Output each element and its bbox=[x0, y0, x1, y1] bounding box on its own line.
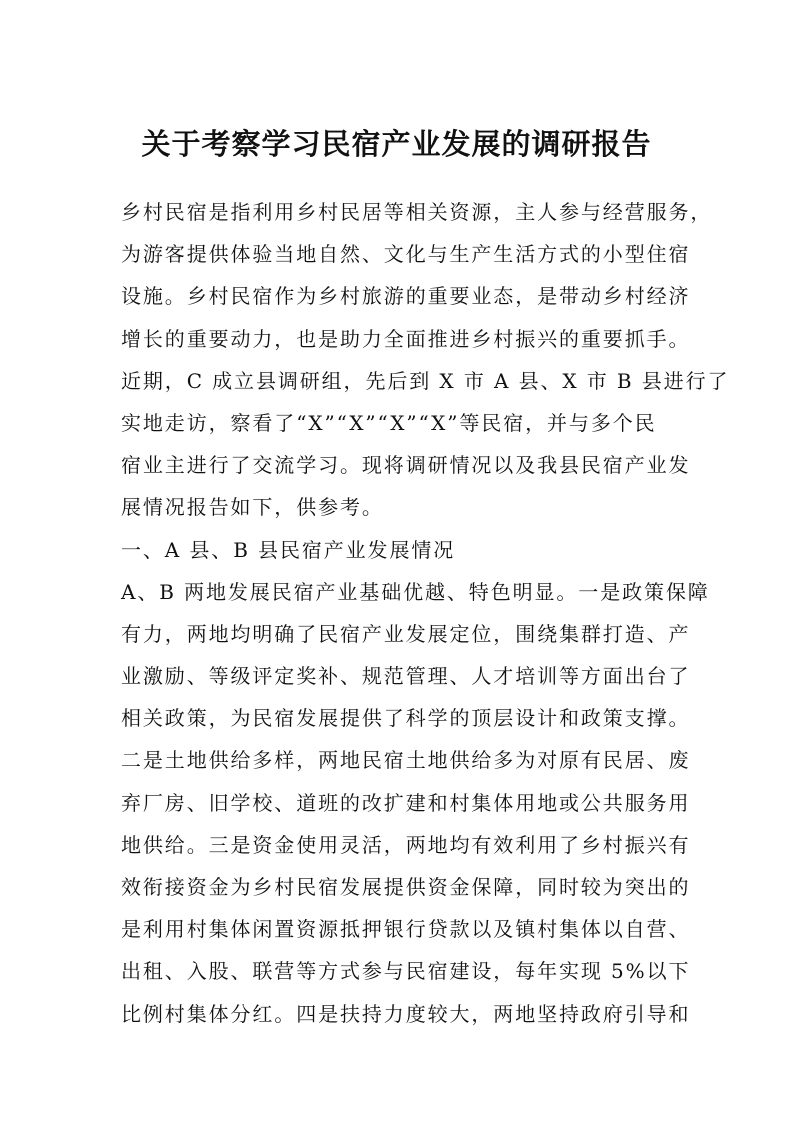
body-line: A、B 两地发展民宿产业基础优越、特色明显。一是政策保障 bbox=[121, 579, 710, 604]
body-line: 相关政策，为民宿发展提供了科学的顶层设计和政策支撑。 bbox=[121, 706, 691, 731]
body-line: 展情况报告如下，供参考。 bbox=[121, 495, 384, 520]
body-line: 比例村集体分红。四是扶持力度较大，两地坚持政府引导和 bbox=[121, 1001, 691, 1026]
body-line: 二是土地供给多样，两地民宿土地供给多为对原有民居、废 bbox=[121, 748, 691, 773]
body-line: 效衔接资金为乡村民宿发展提供资金保障，同时较为突出的 bbox=[121, 875, 691, 899]
document-body bbox=[121, 191, 730, 1035]
body-line: 乡村民宿是指利用乡村民居等相关资源，主人参与经营服务， bbox=[121, 200, 713, 224]
body-line: 实地走访，察看了“X”“X”“X”“X”等民宿，并与多个民 bbox=[121, 410, 657, 435]
body-line: 宿业主进行了交流学习。现将调研情况以及我县民宿产业发 bbox=[121, 453, 691, 478]
body-line: 设施。乡村民宿作为乡村旅游的重要业态，是带动乡村经济 bbox=[121, 284, 691, 309]
body-line: 出租、入股、联营等方式参与民宿建设，每年实现 5%以下 bbox=[121, 959, 691, 984]
body-line: 弃厂房、旧学校、道班的改扩建和村集体用地或公共服务用 bbox=[121, 790, 691, 815]
body-line: 增长的重要动力，也是助力全面推进乡村振兴的重要抓手。 bbox=[121, 326, 691, 351]
body-line: 是利用村集体闲置资源抵押银行贷款以及镇村集体以自营、 bbox=[121, 917, 691, 942]
body-line: 近期，C 成立县调研组，先后到 X 市 A 县、X 市 B 县进行了 bbox=[121, 368, 730, 393]
section-heading: 一、A 县、B 县民宿产业发展情况 bbox=[121, 537, 456, 562]
body-line: 为游客提供体验当地自然、文化与生产生活方式的小型住宿 bbox=[121, 242, 691, 267]
document-title: 关于考察学习民宿产业发展的调研报告 bbox=[141, 127, 652, 161]
body-line: 有力，两地均明确了民宿产业发展定位，围绕集群打造、产 bbox=[121, 621, 691, 646]
body-line: 地供给。三是资金使用灵活，两地均有效利用了乡村振兴有 bbox=[121, 832, 691, 857]
body-line: 业激励、等级评定奖补、规范管理、人才培训等方面出台了 bbox=[121, 664, 691, 689]
